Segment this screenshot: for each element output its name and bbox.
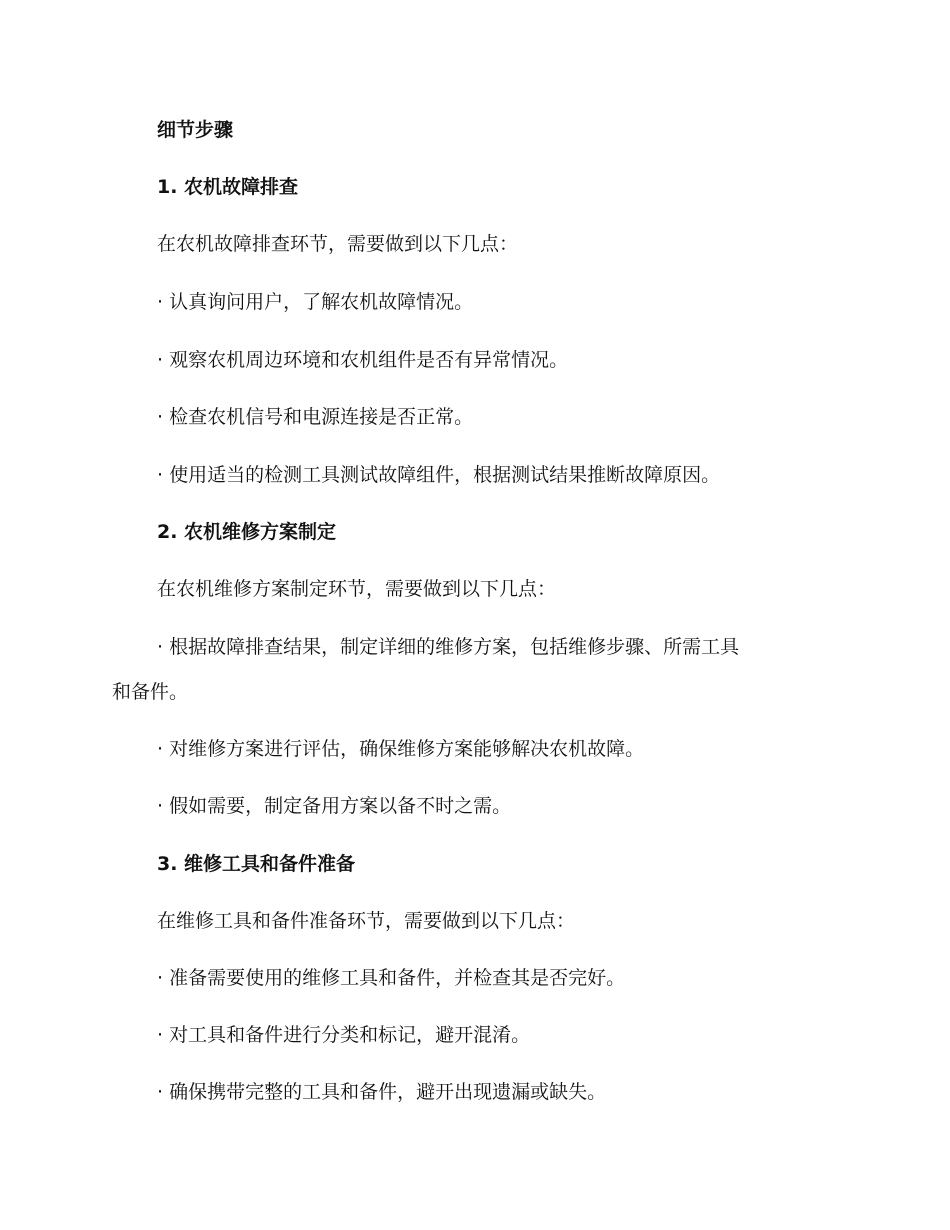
section-2-bullet-1: · 根据故障排查结果，制定详细的维修方案，包括维修步骤、所需工具 — [157, 636, 740, 658]
document-title: 细节步骤 — [157, 119, 234, 141]
section-1-bullet-4: · 使用适当的检测工具测试故障组件，根据测试结果推断故障原因。 — [157, 464, 721, 486]
section-2-intro: 在农机维修方案制定环节，需要做到以下几点： — [157, 578, 557, 600]
section-3-bullet-1: · 准备需要使用的维修工具和备件，并检查其是否完好。 — [157, 967, 626, 989]
section-1-intro: 在农机故障排查环节，需要做到以下几点： — [157, 233, 519, 255]
section-2-bullet-2: · 对维修方案进行评估，确保维修方案能够解决农机故障。 — [157, 738, 645, 760]
section-3-intro: 在维修工具和备件准备环节，需要做到以下几点： — [157, 910, 576, 932]
section-2-bullet-1-continuation: 和备件。 — [112, 681, 189, 703]
section-1-bullet-2: · 观察农机周边环境和农机组件是否有异常情况。 — [157, 349, 569, 371]
section-2-heading: 2. 农机维修方案制定 — [157, 521, 337, 543]
section-1-bullet-3: · 检查农机信号和电源连接是否正常。 — [157, 406, 474, 428]
section-2-bullet-3: · 假如需要，制定备用方案以备不时之需。 — [157, 795, 512, 817]
section-1-bullet-1: · 认真询问用户，了解农机故障情况。 — [157, 291, 474, 313]
section-3-bullet-2: · 对工具和备件进行分类和标记，避开混淆。 — [157, 1024, 531, 1046]
section-1-heading: 1. 农机故障排查 — [157, 176, 299, 198]
section-3-bullet-3: · 确保携带完整的工具和备件，避开出现遗漏或缺失。 — [157, 1081, 607, 1103]
section-3-heading: 3. 维修工具和备件准备 — [157, 853, 356, 875]
